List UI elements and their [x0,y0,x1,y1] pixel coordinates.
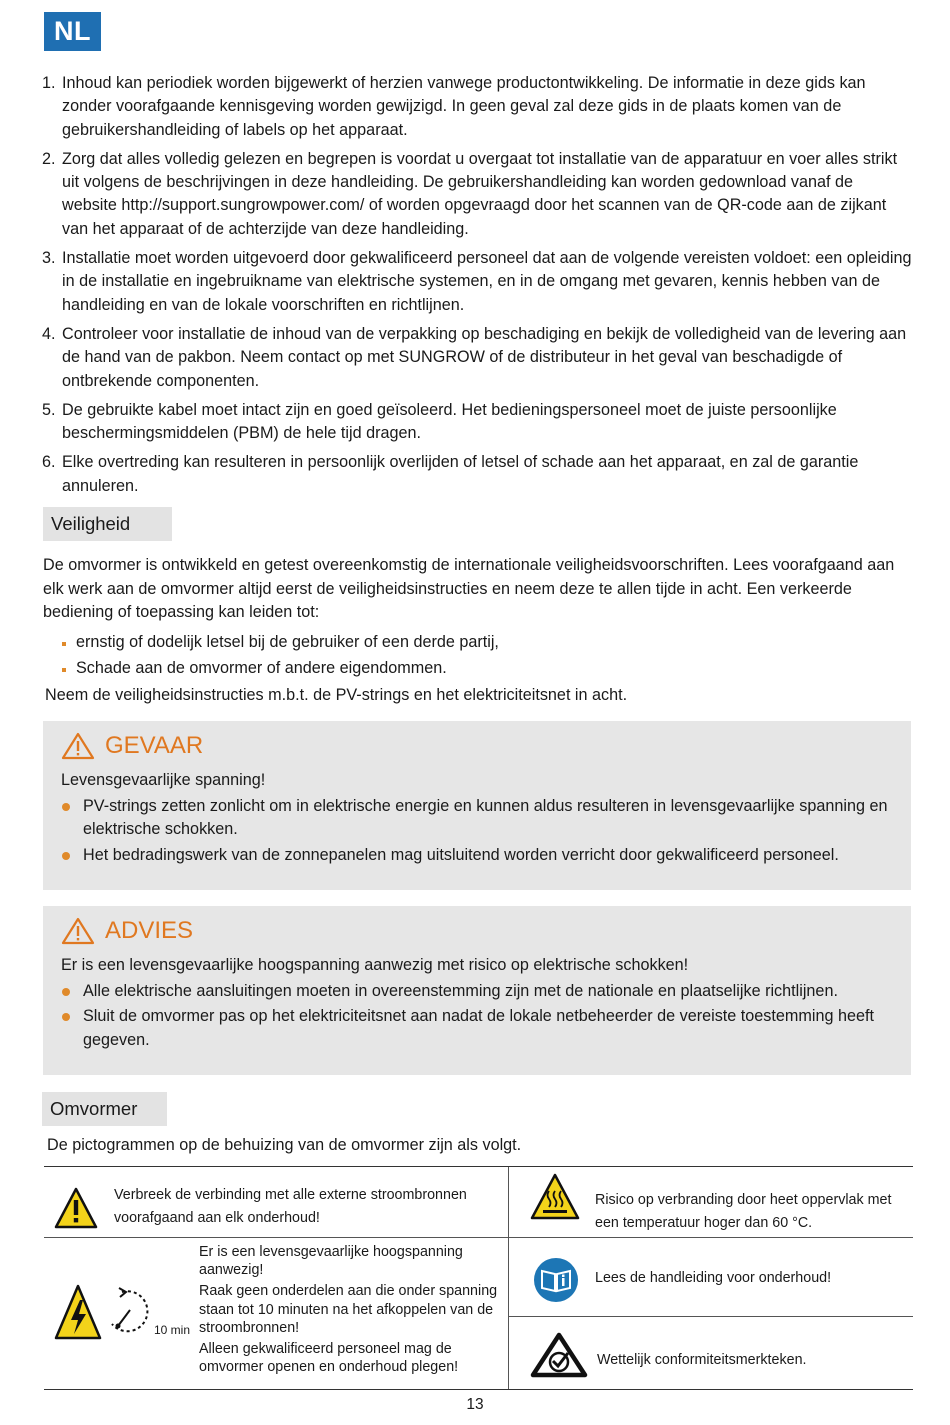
general-warning-icon [54,1187,98,1229]
list-item: Alle elektrische aansluitingen moeten in overeenstemming zijn met de nationale en plaatselijke richtlijnen. [61,980,893,1004]
warning-triangle-icon [61,917,95,945]
list-item: 2. Zorg dat alles volledig gelezen en begrepen is voordat u overgaat tot installatie van de apparatuur en voer alles strikt uit volgens de beschrijvingen in deze handleiding. De gebruikershandleiding kan worden gedownload vanaf de website http://support.sungrowpower.com/ of worden opgevraagd door het scannen van de QR-code aan de zijkant van het apparaat of de achterzijde van deze handleiding. [42,149,898,238]
hot-surface-icon [530,1173,580,1221]
advice-box [43,906,911,1075]
list-item: 1. Inhoud kan periodiek worden bijgewerkt of herzien vanwege productontwikkeling. De informatie in deze gids kan zonder voorafgaande kennisgeving worden gewijzigd. In geen geval zal deze gids in de plaats komen van de gebruikershandleiding of labels op het apparaat. [42,74,866,139]
high-voltage-icon [54,1284,102,1340]
section-heading-inverter: Omvormer [42,1092,167,1126]
read-manual-icon [533,1257,579,1303]
list-item: 4. Controleer voor installatie de inhoud van de verpakking op beschadiging en bekijk de volledigheid van de levering aan de hand van de pakbon. Neem contact op met SUNGROW of de distributeur in het geval van beschadigde of ontbrekende componenten. [42,324,907,390]
list-item: 6. Elke overtreding kan resulteren in persoonlijk overlijden of letsel of schade aan het apparaat, en zal de garantie annuleren. [42,453,859,495]
list-item: 5. De gebruikte kabel moet intact zijn en goed geïsoleerd. Het bedieningspersoneel moet de juiste persoonlijke beschermingsmiddelen (PBM) de hele tijd dragen. [42,400,837,443]
advice-title: ADVIES [61,912,893,950]
rcm-text: Wettelijk conformiteitsmerkteken. [597,1352,807,1368]
pictogram-table [44,1166,913,1390]
danger-title: GEVAAR [61,727,893,765]
list-item: 3. Installatie moet worden uitgevoerd door gekwalificeerd personeel dat aan de volgende vereisten voldoet: een opleiding in de installatie en ingebruikname van elektrische systemen, en in de omgang met gevaren, kennis hebben van de handleiding en van de lokale voorschriften en richtlijnen. [42,249,912,314]
hot-surface-text: Risico op verbranding door heet oppervlak met een temperatuur hoger dan 60 °C. [595,1192,892,1231]
list-item: ernstig of dodelijk letsel bij de gebruiker of een derde partij, [62,631,499,654]
advice-lead: Er is een levensgevaarlijke hoogspanning aanwezig met risico op elektrische schokken! [61,956,689,974]
timer-icon [106,1284,152,1336]
disconnect-text: Verbreek de verbinding met alle externe stroombronnen voorafgaand aan elk onderhoud! [114,1187,467,1226]
manual-text: Lees de handleiding voor onderhoud! [595,1270,832,1286]
timer-label: 10 min [154,1323,191,1337]
list-item: PV-strings zetten zonlicht om in elektrische energie en kunnen aldus resulteren in levensgevaarlijke spanning en elektrische schokken. [61,795,893,842]
safety-note: Neem de veiligheidsinstructies m.b.t. de PV-strings en het elektriciteitsnet in acht. [45,686,628,704]
page-number: 13 [466,1396,484,1413]
high-voltage-text: Er is een levensgevaarlijke hoogspanning aanwezig! Raak geen onderdelen aan die onder spanning staan tot 10 minuten na het afkoppelen van de stroombronnen! Alleen gekwalificeerd personeel mag de omvormer openen en onderhoud plegen! [199,1244,498,1376]
warning-triangle-icon [61,732,95,760]
list-item: Het bedradingswerk van de zonnepanelen mag uitsluitend worden verricht door gekwalificeerd personeel. [61,844,893,868]
intro-list [42,72,912,504]
language-badge: NL [44,12,101,51]
rcm-mark-icon [530,1332,588,1378]
list-item: Sluit de omvormer pas op het elektriciteitsnet aan nadat de lokale netbeheerder de vereiste toestemming heeft gegeven. [61,1005,893,1052]
list-item: Schade aan de omvormer of andere eigendommen. [62,657,447,680]
section-heading-safety: Veiligheid [43,507,172,541]
danger-box [43,721,911,890]
safety-paragraph: De omvormer is ontwikkeld en getest overeenkomstig de internationale veiligheidsvoorschriften. Lees voorafgaand aan elk werk aan de omvormer altijd eerst de veiligheidsinstructies en neem deze te allen tijde in acht. Een verkeerde bediening of toepassing kan leiden tot: [43,556,895,621]
inverter-intro: De pictogrammen op de behuizing van de omvormer zijn als volgt. [47,1136,522,1154]
danger-lead: Levensgevaarlijke spanning! [61,771,266,789]
